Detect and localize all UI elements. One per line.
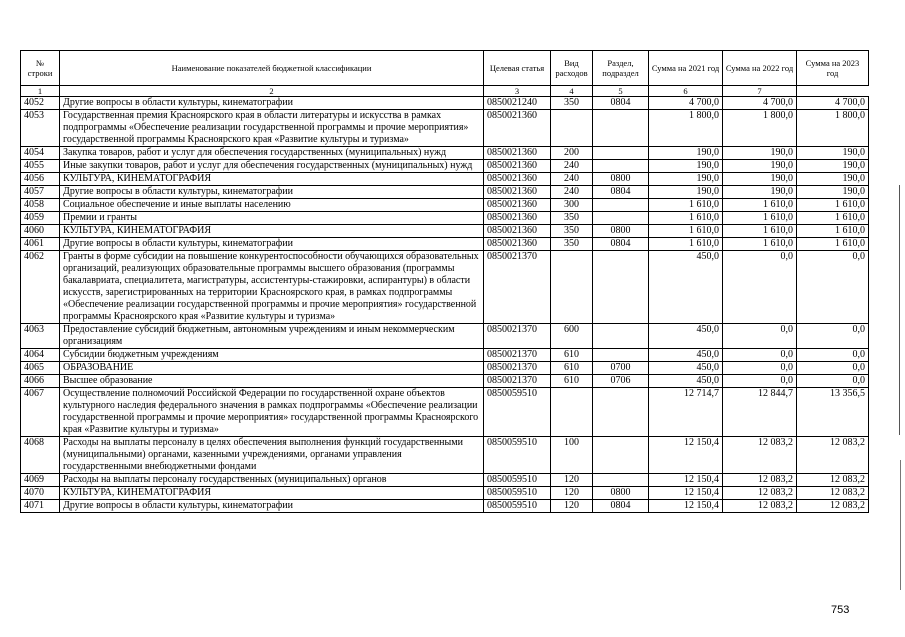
expense-type-cell [551, 388, 593, 437]
row-name-cell: Субсидии бюджетным учреждениям [60, 349, 484, 362]
section-cell: 0804 [593, 97, 649, 110]
target-code-cell: 0850021360 [484, 225, 551, 238]
sum-2021-cell: 12 714,7 [649, 388, 723, 437]
table-row [21, 362, 869, 375]
expense-type-cell: 610 [551, 375, 593, 388]
column-number: 7 [723, 86, 797, 97]
budget-document [20, 50, 868, 513]
row-number-cell: 4068 [21, 437, 60, 474]
section-cell: 0804 [593, 238, 649, 251]
expense-type-cell [551, 110, 593, 147]
sum-2023-cell: 190,0 [797, 186, 869, 199]
column-number: 2 [60, 86, 484, 97]
expense-type-cell [551, 251, 593, 324]
sum-2023-cell: 1 610,0 [797, 225, 869, 238]
row-number-cell: 4056 [21, 173, 60, 186]
section-cell [593, 110, 649, 147]
table-body [21, 97, 869, 513]
target-code-cell: 0850021360 [484, 110, 551, 147]
section-cell: 0800 [593, 487, 649, 500]
sum-2023-cell: 12 083,2 [797, 500, 869, 513]
column-number-row [21, 86, 869, 97]
scan-edge-line [900, 460, 901, 590]
row-number-cell: 4067 [21, 388, 60, 437]
table-row [21, 186, 869, 199]
target-code-cell: 0850059510 [484, 500, 551, 513]
table-row [21, 474, 869, 487]
section-cell: 0804 [593, 500, 649, 513]
sum-2022-cell: 0,0 [723, 349, 797, 362]
sum-2022-cell: 1 610,0 [723, 199, 797, 212]
row-number-cell: 4066 [21, 375, 60, 388]
row-name-cell: Закупка товаров, работ и услуг для обеспечения государственных (муниципальных) нужд [60, 147, 484, 160]
section-cell: 0804 [593, 186, 649, 199]
sum-2021-cell: 4 700,0 [649, 97, 723, 110]
sum-2023-cell: 12 083,2 [797, 437, 869, 474]
scan-edge-line [899, 185, 900, 435]
sum-2022-cell: 1 610,0 [723, 238, 797, 251]
row-name-cell: Высшее образование [60, 375, 484, 388]
expense-type-cell: 350 [551, 238, 593, 251]
table-row [21, 238, 869, 251]
sum-2023-cell: 4 700,0 [797, 97, 869, 110]
table-row [21, 251, 869, 324]
sum-2022-cell: 190,0 [723, 147, 797, 160]
row-number-cell: 4057 [21, 186, 60, 199]
sum-2022-cell: 12 083,2 [723, 500, 797, 513]
row-number-cell: 4061 [21, 238, 60, 251]
target-code-cell: 0850021360 [484, 186, 551, 199]
sum-2021-cell: 12 150,4 [649, 437, 723, 474]
sum-2021-cell: 1 610,0 [649, 212, 723, 225]
header-sum-2022: Сумма на 2022 год [723, 51, 797, 86]
row-name-cell: Другие вопросы в области культуры, кинематографии [60, 97, 484, 110]
sum-2022-cell: 12 083,2 [723, 437, 797, 474]
expense-type-cell: 120 [551, 500, 593, 513]
sum-2021-cell: 190,0 [649, 160, 723, 173]
row-name-cell: ОБРАЗОВАНИЕ [60, 362, 484, 375]
page-number: 753 [831, 604, 850, 616]
table-row [21, 173, 869, 186]
target-code-cell: 0850059510 [484, 388, 551, 437]
row-name-cell: КУЛЬТУРА, КИНЕМАТОГРАФИЯ [60, 173, 484, 186]
sum-2022-cell: 190,0 [723, 173, 797, 186]
section-cell [593, 388, 649, 437]
sum-2021-cell: 450,0 [649, 324, 723, 349]
section-cell [593, 251, 649, 324]
target-code-cell: 0850021240 [484, 97, 551, 110]
table-row [21, 324, 869, 349]
sum-2022-cell: 12 083,2 [723, 487, 797, 500]
sum-2021-cell: 1 610,0 [649, 225, 723, 238]
target-code-cell: 0850021360 [484, 160, 551, 173]
row-number-cell: 4053 [21, 110, 60, 147]
sum-2022-cell: 0,0 [723, 375, 797, 388]
table-row [21, 349, 869, 362]
table-row [21, 437, 869, 474]
row-name-cell: Расходы на выплаты персоналу государственных (муниципальных) органов [60, 474, 484, 487]
sum-2023-cell: 0,0 [797, 375, 869, 388]
header-target: Целевая статья [484, 51, 551, 86]
sum-2021-cell: 1 610,0 [649, 238, 723, 251]
sum-2022-cell: 12 083,2 [723, 474, 797, 487]
target-code-cell: 0850021370 [484, 375, 551, 388]
sum-2023-cell: 1 610,0 [797, 212, 869, 225]
section-cell: 0800 [593, 225, 649, 238]
sum-2023-cell: 0,0 [797, 349, 869, 362]
column-number: 4 [551, 86, 593, 97]
row-number-cell: 4064 [21, 349, 60, 362]
target-code-cell: 0850021370 [484, 324, 551, 349]
header-row-number: № строки [21, 51, 60, 86]
row-number-cell: 4052 [21, 97, 60, 110]
target-code-cell: 0850021360 [484, 238, 551, 251]
row-name-cell: Другие вопросы в области культуры, кинематографии [60, 500, 484, 513]
sum-2021-cell: 12 150,4 [649, 500, 723, 513]
sum-2022-cell: 0,0 [723, 324, 797, 349]
target-code-cell: 0850021360 [484, 212, 551, 225]
row-name-cell: Премии и гранты [60, 212, 484, 225]
sum-2022-cell: 1 610,0 [723, 225, 797, 238]
table-row [21, 225, 869, 238]
row-name-cell: Расходы на выплаты персоналу в целях обеспечения выполнения функций государственными (муниципальными) органами, казенными учреждениями, органами управления государственными внебюджетными фондами [60, 437, 484, 474]
budget-table [20, 50, 869, 513]
sum-2023-cell: 190,0 [797, 160, 869, 173]
target-code-cell: 0850059510 [484, 487, 551, 500]
sum-2022-cell: 0,0 [723, 251, 797, 324]
section-cell [593, 349, 649, 362]
section-cell [593, 212, 649, 225]
sum-2023-cell: 0,0 [797, 251, 869, 324]
expense-type-cell: 350 [551, 212, 593, 225]
row-name-cell: Другие вопросы в области культуры, кинематографии [60, 186, 484, 199]
table-row [21, 160, 869, 173]
row-name-cell: КУЛЬТУРА, КИНЕМАТОГРАФИЯ [60, 487, 484, 500]
sum-2023-cell: 1 800,0 [797, 110, 869, 147]
table-row [21, 487, 869, 500]
expense-type-cell: 240 [551, 160, 593, 173]
target-code-cell: 0850021360 [484, 147, 551, 160]
table-header-row [21, 51, 869, 86]
expense-type-cell: 120 [551, 474, 593, 487]
expense-type-cell: 350 [551, 97, 593, 110]
sum-2023-cell: 12 083,2 [797, 487, 869, 500]
expense-type-cell: 240 [551, 186, 593, 199]
sum-2022-cell: 190,0 [723, 160, 797, 173]
table-row [21, 199, 869, 212]
row-name-cell: Другие вопросы в области культуры, кинематографии [60, 238, 484, 251]
expense-type-cell: 600 [551, 324, 593, 349]
sum-2022-cell: 0,0 [723, 362, 797, 375]
section-cell [593, 199, 649, 212]
column-number: 3 [484, 86, 551, 97]
sum-2021-cell: 12 150,4 [649, 487, 723, 500]
sum-2022-cell: 190,0 [723, 186, 797, 199]
target-code-cell: 0850021360 [484, 199, 551, 212]
sum-2023-cell: 1 610,0 [797, 238, 869, 251]
row-number-cell: 4069 [21, 474, 60, 487]
table-row [21, 147, 869, 160]
column-number: 6 [649, 86, 723, 97]
row-number-cell: 4059 [21, 212, 60, 225]
target-code-cell: 0850059510 [484, 474, 551, 487]
column-number: 1 [21, 86, 60, 97]
header-sum-2023: Сумма на 2023 год [797, 51, 869, 86]
target-code-cell: 0850021370 [484, 362, 551, 375]
expense-type-cell: 610 [551, 349, 593, 362]
row-name-cell: Предоставление субсидий бюджетным, автономным учреждениям и иным некоммерческим организациям [60, 324, 484, 349]
expense-type-cell: 240 [551, 173, 593, 186]
row-number-cell: 4062 [21, 251, 60, 324]
row-number-cell: 4060 [21, 225, 60, 238]
section-cell [593, 147, 649, 160]
sum-2021-cell: 450,0 [649, 375, 723, 388]
sum-2023-cell: 0,0 [797, 362, 869, 375]
expense-type-cell: 200 [551, 147, 593, 160]
row-name-cell: Осуществление полномочий Российской Федерации по государственной охране объектов культурного наследия федерального значения в рамках подпрограммы «Обеспечение реализации государственной программы и прочие мероприятия» государственной программы Красноярского края «Развитие культуры и туризма» [60, 388, 484, 437]
section-cell: 0706 [593, 375, 649, 388]
sum-2022-cell: 4 700,0 [723, 97, 797, 110]
sum-2022-cell: 1 610,0 [723, 212, 797, 225]
sum-2023-cell: 12 083,2 [797, 474, 869, 487]
row-number-cell: 4071 [21, 500, 60, 513]
expense-type-cell: 610 [551, 362, 593, 375]
sum-2021-cell: 1 800,0 [649, 110, 723, 147]
expense-type-cell: 350 [551, 225, 593, 238]
sum-2021-cell: 450,0 [649, 362, 723, 375]
row-number-cell: 4058 [21, 199, 60, 212]
table-row [21, 375, 869, 388]
row-name-cell: Гранты в форме субсидии на повышение конкурентоспособности обучающихся образовательных организаций, реализующих образовательные программы высшего образования (программы бакалавриата, специалитета, магистратуры, ассистентуры-стажировки, аспирантуры) в области искусств, зарегистрированных на территории Красноярского края, в рамках подпрограммы «Обеспечение реализации государственной программы и прочие мероприятия» государственной программы Красноярского края «Развитие культуры и туризма» [60, 251, 484, 324]
expense-type-cell: 100 [551, 437, 593, 474]
section-cell [593, 474, 649, 487]
table-row [21, 97, 869, 110]
header-sum-2021: Сумма на 2021 год [649, 51, 723, 86]
row-name-cell: Государственная премия Красноярского края в области литературы и искусства в рамках подпрограммы «Обеспечение реализации государственной программы и прочие мероприятия» государственной программы Красноярского края «Развитие культуры и туризма» [60, 110, 484, 147]
sum-2022-cell: 12 844,7 [723, 388, 797, 437]
sum-2023-cell: 13 356,5 [797, 388, 869, 437]
sum-2022-cell: 1 800,0 [723, 110, 797, 147]
sum-2021-cell: 450,0 [649, 251, 723, 324]
sum-2023-cell: 0,0 [797, 324, 869, 349]
sum-2023-cell: 190,0 [797, 147, 869, 160]
sum-2023-cell: 1 610,0 [797, 199, 869, 212]
sum-2021-cell: 12 150,4 [649, 474, 723, 487]
row-name-cell: Социальное обеспечение и иные выплаты населению [60, 199, 484, 212]
row-number-cell: 4070 [21, 487, 60, 500]
table-row [21, 212, 869, 225]
table-row [21, 110, 869, 147]
section-cell: 0800 [593, 173, 649, 186]
expense-type-cell: 120 [551, 487, 593, 500]
section-cell [593, 324, 649, 349]
expense-type-cell: 300 [551, 199, 593, 212]
sum-2021-cell: 1 610,0 [649, 199, 723, 212]
target-code-cell: 0850059510 [484, 437, 551, 474]
row-number-cell: 4054 [21, 147, 60, 160]
header-name: Наименование показателей бюджетной классификации [60, 51, 484, 86]
header-section: Раздел, подраздел [593, 51, 649, 86]
target-code-cell: 0850021370 [484, 349, 551, 362]
section-cell: 0700 [593, 362, 649, 375]
row-number-cell: 4063 [21, 324, 60, 349]
row-name-cell: Иные закупки товаров, работ и услуг для обеспечения государственных (муниципальных) нужд [60, 160, 484, 173]
header-expense-type: Вид расходов [551, 51, 593, 86]
section-cell [593, 160, 649, 173]
sum-2023-cell: 190,0 [797, 173, 869, 186]
sum-2021-cell: 190,0 [649, 186, 723, 199]
sum-2021-cell: 190,0 [649, 147, 723, 160]
sum-2021-cell: 450,0 [649, 349, 723, 362]
target-code-cell: 0850021360 [484, 173, 551, 186]
target-code-cell: 0850021370 [484, 251, 551, 324]
row-number-cell: 4055 [21, 160, 60, 173]
section-cell [593, 437, 649, 474]
sum-2021-cell: 190,0 [649, 173, 723, 186]
column-number: 5 [593, 86, 649, 97]
table-row [21, 500, 869, 513]
table-row [21, 388, 869, 437]
row-number-cell: 4065 [21, 362, 60, 375]
row-name-cell: КУЛЬТУРА, КИНЕМАТОГРАФИЯ [60, 225, 484, 238]
